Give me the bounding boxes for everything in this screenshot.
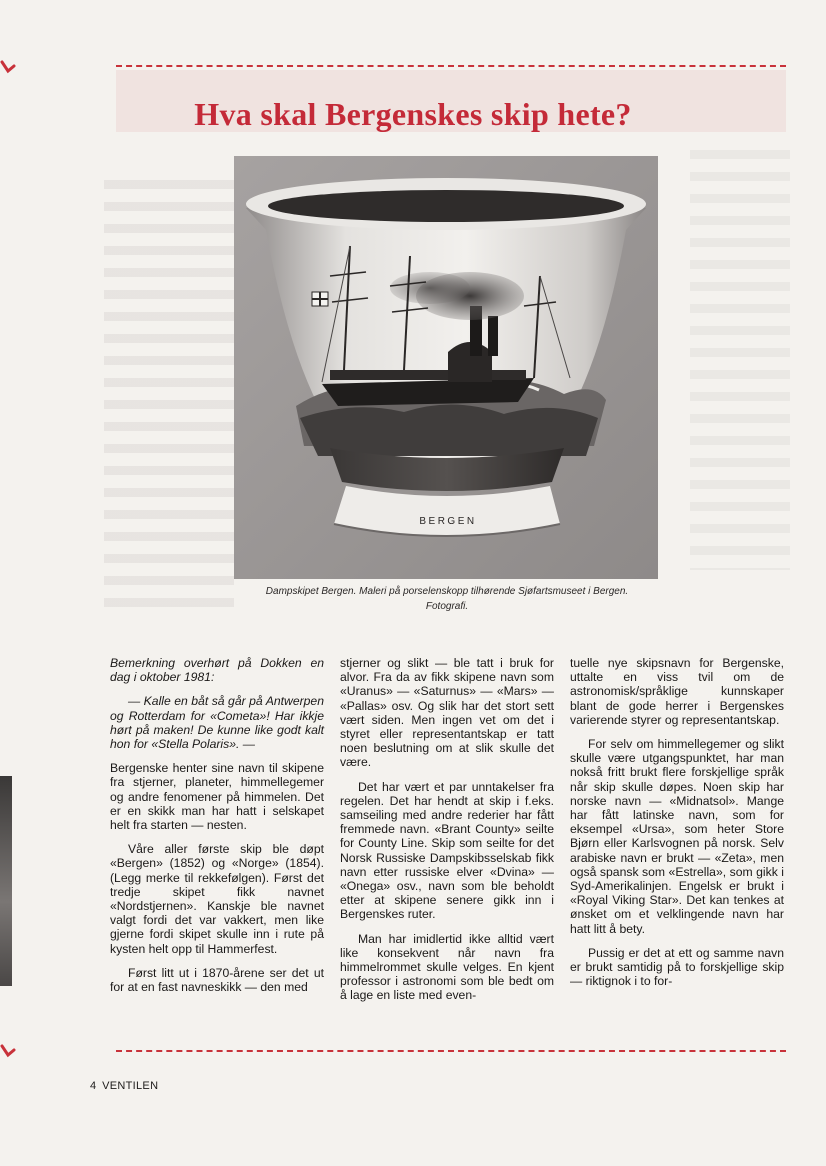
article-paragraph: stjerner og slikt — ble tatt i bruk for alvor. Fra da av fikk skipene navn som «Uranus» — «Saturnus» — «Mars» — «Pallas» osv. Og slik har det stort sett vært siden. Men ingen vet om det i styret eller representantskap er tatt noen beslutning om at slik skulle det være. <box>340 656 554 770</box>
bowl-label: BERGEN <box>419 516 477 527</box>
top-rule <box>116 65 786 67</box>
page-title: Hva skal Bergenskes skip hete? <box>194 96 632 132</box>
bottom-rule <box>116 1050 786 1052</box>
page-number: 4 <box>90 1080 97 1092</box>
article-paragraph: Man har imidlertid ikke alltid vært like konsekvent når navn fra himmelrommet skulle velges. En kjent professor i astronomi som ble bedt om å lage en liste med even- <box>340 931 554 1003</box>
article-paragraph: — Kalle en båt så går på Antwerpen og Rotterdam for «Cometa»! Har ikkje hørt på maken! De kunne like godt kalt hon for «Stella Polaris». — <box>110 694 324 752</box>
article-paragraph: Først litt ut i 1870-årene ser det ut for at en fast navneskikk — den med <box>110 965 324 995</box>
article-column-2 <box>340 656 554 1013</box>
article-paragraph: tuelle nye skipsnavn for Bergenske, uttalte en viss tvil om de astronomisk/språklige kunnskaper blant de gode herrer i Bergenskes varierende styrer og representantskap. <box>570 656 784 727</box>
corner-mark-icon <box>0 1044 16 1058</box>
photo-caption-line2: Fotografi. <box>425 601 469 612</box>
cup-illustration <box>234 156 658 579</box>
page-footer <box>90 1080 158 1092</box>
article-paragraph: Bemerkning overhørt på Dokken en dag i oktober 1981: <box>110 656 324 685</box>
article-paragraph: Våre aller første skip ble døpt «Bergen» (1852) og «Norge» (1854). (Legg merke til rekkefølgen). Først det tredje skipet fikk navnet «Nordstjernen». Kanskje ble navnet valgt fordi det var vakkert, men like gjerne fordi skipet skulle inn i rute på kysten helt opp til Hammerfest. <box>110 842 324 956</box>
corner-mark-icon <box>0 60 16 74</box>
article-paragraph: Det har vært et par unntakelser fra regelen. Det har hendt at skip i f.eks. samseiling med andre rederier har fått fremmede navn. «Brant County» seilte for County Line. Skip som seilte for det Norsk Russiske Dampskibsselskab fikk navn etter russiske elver «Dvina» — «Onega» osv., navn som ble beholdt etter at skipene senere gikk inn i Bergenskes ruter. <box>340 779 554 922</box>
article-column-3 <box>570 656 784 998</box>
left-edge-photo-strip <box>0 776 12 986</box>
article-paragraph: For selv om himmellegemer og slikt skulle være utgangspunktet, har man nokså fritt brukt flere forskjellige språk når skip skulle døpes. Noen skip har norske navn — «Midnatsol». Mange har fått latinske navn, som for eksempel «Ursa», som heter Store Bjørn eller Karlsvognen på norsk. Selv arabiske navn er brukt — «Zeta», men også spansk som «Estrella», som gikk i Syd-Amerikalinjen. Engelsk er brukt i «Royal Viking Star». Det kan tenkes at ønsket om et velklingende navn har hatt litt å bety. <box>570 737 784 936</box>
photo-porcelain-cup <box>234 156 658 579</box>
show-through-text-left <box>104 180 234 620</box>
article-paragraph: Bergenske henter sine navn til skipene fra stjerner, planeter, himmellegemer og andre fenomener på himmelen. Det er en skikk man har hatt i selskapet helt fra starten — nesten. <box>110 761 324 833</box>
photo-caption <box>236 584 658 614</box>
photo-caption-line1: Dampskipet Bergen. Maleri på porselenskopp tilhørende Sjøfartsmuseet i Bergen. <box>265 586 629 597</box>
show-through-text-right <box>690 150 790 570</box>
magazine-name: VENTILEN <box>102 1080 159 1092</box>
article-paragraph: Pussig er det at ett og samme navn er brukt samtidig på to forskjellige skip — riktignok i to for- <box>570 945 784 989</box>
article-column-1 <box>110 656 324 1004</box>
